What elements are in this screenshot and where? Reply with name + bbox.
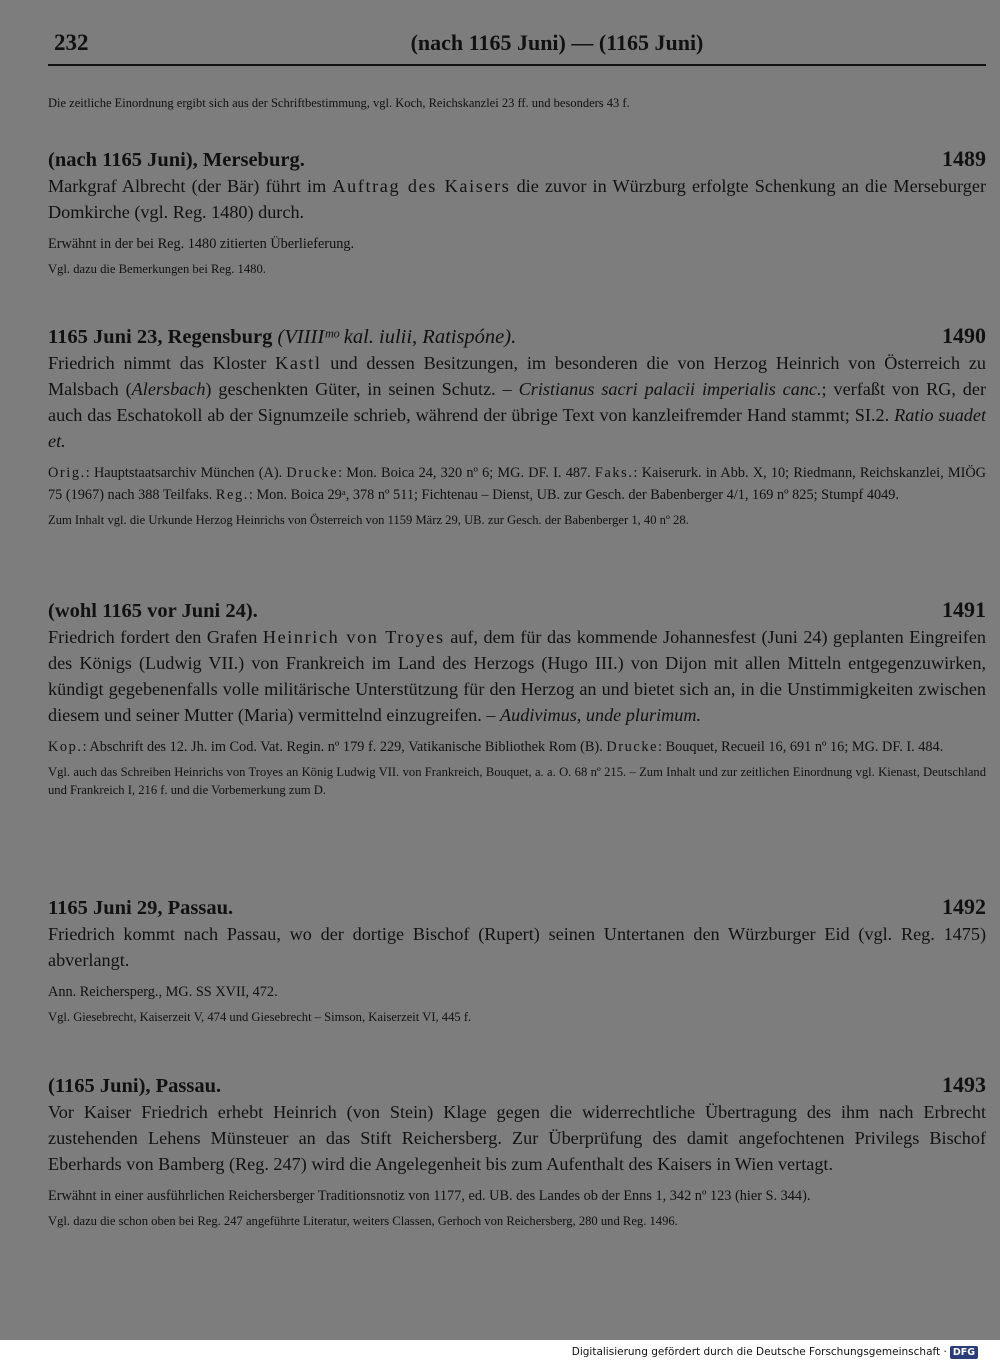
- top-note-text: Die zeitliche Einordnung ergibt sich aus der Schriftbestimmung, vgl. Koch, Reichskanzlei 23 ff. und besonders 43 f.: [48, 96, 630, 110]
- regest-1489: [48, 146, 986, 278]
- entry-date-place: 1165 Juni 29, Passau.: [48, 897, 234, 919]
- entry-heading: [48, 894, 986, 921]
- footer-text: Digitalisierung gefördert durch die Deutsche Forschungsgemeinschaft ·: [571, 1346, 947, 1358]
- regest-number: 1489: [942, 146, 986, 171]
- regest-1491: [48, 597, 986, 799]
- entry-literature: Vgl. dazu die schon oben bei Reg. 247 angeführte Literatur, weiters Classen, Gerhoch von Reichersberg, 280 und Reg. 1496.: [48, 1214, 678, 1228]
- entry-literature: Zum Inhalt vgl. die Urkunde Herzog Heinrichs von Österreich von 1159 März 29, UB. zur Gesch. der Babenberger 1, 40 nº 28.: [48, 513, 689, 527]
- entry-literature: Vgl. auch das Schreiben Heinrichs von Troyes an König Ludwig VII. von Frankreich, Bouquet, a. a. O. 68 nº 215. – Zum Inhalt und zur zeitlichen Einordnung vgl. Kienast, Deutschland und Frankreich I, 216 f. und die Vorbemerkung zum D.: [48, 765, 986, 797]
- entry-body: Vor Kaiser Friedrich erhebt Heinrich (von Stein) Klage gegen die widerrechtliche Übertragung des ihm nach Erbrecht zustehenden Lehens Münsteuer an das Stift Reichersberg. Zur Überprüfung des damit angefochtenen Privilegs Bischof Eberhards von Bamberg (Reg. 247) wird die Angelegenheit bis zum Aufenthalt des Kaisers in Wien vertagt.: [48, 1102, 986, 1174]
- entry-date-place: (1165 Juni), Passau.: [48, 1075, 222, 1097]
- entry-tradition: Erwähnt in einer ausführlichen Reichersberger Traditionsnotiz von 1177, ed. UB. des Landes ob der Enns 1, 342 nº 123 (hier S. 344).: [48, 1188, 811, 1204]
- entry-literature: Vgl. dazu die Bemerkungen bei Reg. 1480.: [48, 262, 266, 276]
- regest-number: 1492: [942, 894, 986, 919]
- entry-tradition: Orig.: Hauptstaatsarchiv München (A). Drucke: Mon. Boica 24, 320 nº 6; MG. DF. I. 487. Faks.: Kaiserurk. in Abb. X, 10; Riedmann, Reichskanzlei, MIÖG 75 (1967) nach 388 Teilfaks. Reg.: Mon. Boica 29ᵃ, 378 nº 511; Fichtenau – Dienst, UB. zur Gesch. der Babenberger 4/1, 169 nº 825; Stumpf 4049.: [48, 465, 986, 503]
- entry-heading: [48, 1072, 986, 1099]
- entry-tradition: Ann. Reichersperg., MG. SS XVII, 472.: [48, 984, 278, 1000]
- entry-date-place: 1165 Juni 23, Regensburg (VIIIIᵐᵒ kal. iulii, Ratispóne).: [48, 326, 517, 348]
- dfg-footer: [572, 1344, 978, 1360]
- top-note: [48, 94, 986, 112]
- entry-body: Markgraf Albrecht (der Bär) führt im Auftrag des Kaisers die zuvor in Würzburg erfolgte Schenkung an die Merseburger Domkirche (vgl. Reg. 1480) durch.: [48, 176, 987, 222]
- regest-number: 1490: [942, 323, 986, 348]
- entry-heading: [48, 597, 986, 624]
- running-title: (nach 1165 Juni) — (1165 Juni): [410, 30, 704, 55]
- entry-body: Friedrich nimmt das Kloster Kastl und dessen Besitzungen, im besonderen die von Herzog Heinrich von Österreich zu Malsbach (Alersbach) geschenkten Güter, in seinen Schutz. – Cristianus sacri palacii imperialis canc.; verfaßt von RG, der auch das Eschatokoll ab der Signumzeile schrieb, während der übrige Text von kanzleifremder Hand stammt; SI.2. Ratio suadet et.: [48, 353, 987, 451]
- entry-tradition: Kop.: Abschrift des 12. Jh. im Cod. Vat. Regin. nº 179 f. 229, Vatikanische Bibliothek Rom (B). Drucke: Bouquet, Recueil 16, 691 nº 16; MG. DF. I. 484.: [48, 739, 944, 755]
- regest-1490: [48, 323, 986, 529]
- entry-date-place: (wohl 1165 vor Juni 24).: [48, 600, 258, 622]
- entry-heading: [48, 323, 986, 350]
- entry-body: Friedrich fordert den Grafen Heinrich von Troyes auf, dem für das kommende Johannesfest (Juni 24) geplanten Eingreifen des Königs (Ludwig VII.) von Frankreich im Land des Herzogs (Hugo III.) von Dijon mit allen Mitteln entgegenzuwirken, kündigt gegebenenfalls volle militärische Unterstützung für den Herzog an und bietet sich an, in die Unstimmigkeiten zwischen diesem und seiner Mutter (Maria) vermittelnd einzugreifen. – Audivimus, unde plurimum.: [48, 627, 986, 725]
- regest-1492: [48, 894, 986, 1026]
- regest-number: 1493: [942, 1072, 986, 1097]
- dfg-logo: DFG: [950, 1346, 978, 1359]
- entry-date-place: (nach 1165 Juni), Merseburg.: [48, 149, 305, 171]
- regest-1493: [48, 1072, 986, 1230]
- page-header: [48, 30, 986, 66]
- regest-number: 1491: [942, 597, 986, 622]
- entry-heading: [48, 146, 986, 173]
- entry-body: Friedrich kommt nach Passau, wo der dortige Bischof (Rupert) seinen Untertanen den Würzburger Eid (vgl. Reg. 1475) abverlangt.: [48, 924, 986, 970]
- entry-literature: Vgl. Giesebrecht, Kaiserzeit V, 474 und Giesebrecht – Simson, Kaiserzeit VI, 445 f.: [48, 1010, 472, 1024]
- entry-tradition: Erwähnt in der bei Reg. 1480 zitierten Überlieferung.: [48, 236, 355, 252]
- page-number: 232: [54, 30, 89, 55]
